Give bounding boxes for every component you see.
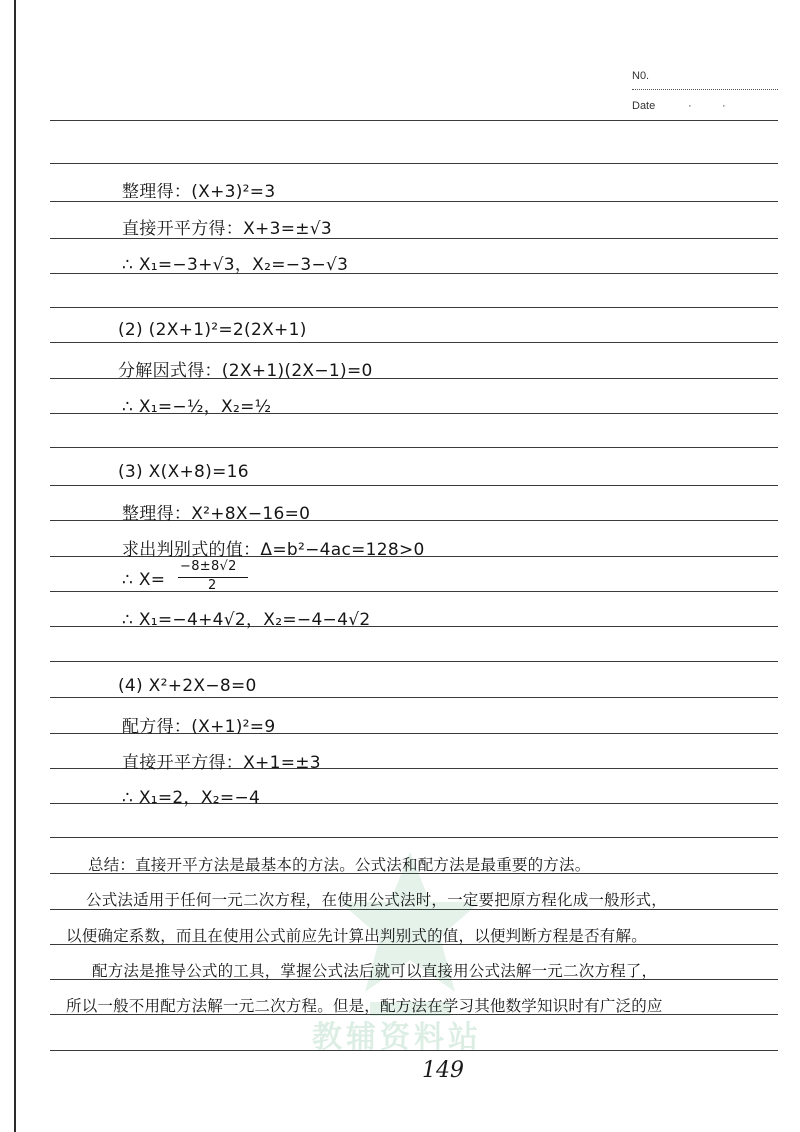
ruled-line <box>50 591 778 592</box>
summary-line-3: 以便确定系数，而且在使用公式前应先计算出判别式的值，以便判断方程是否有解。 <box>66 927 647 945</box>
line-sqrt-1: 直接开平方得：X+3=±√3 <box>122 219 333 239</box>
ruled-line <box>50 697 778 698</box>
line-complete-square-4: 配方得：(X+1)²=9 <box>122 717 276 737</box>
date-label: Date <box>632 100 656 112</box>
margin-line <box>14 0 16 1132</box>
line-problem-4: (4) X²+2X−8=0 <box>118 676 257 696</box>
formula-numerator: −8±8√2 <box>180 559 237 574</box>
summary-line-1: 总结：直接开平方法是最基本的方法。公式法和配方法是最重要的方法。 <box>88 856 591 874</box>
summary-line-5: 所以一般不用配方法解一元二次方程。但是，配方法在学习其他数学知识时有广泛的应 <box>66 997 663 1015</box>
line-result-3: ∴ X₁=−4+4√2，X₂=−4−4√2 <box>122 610 371 630</box>
line-result-1: ∴ X₁=−3+√3，X₂=−3−√3 <box>122 255 349 275</box>
line-formula-prefix-3: ∴ X= <box>122 570 166 590</box>
ruled-line <box>50 342 778 343</box>
line-sqrt-4: 直接开平方得：X+1=±3 <box>122 753 321 773</box>
no-label: N0. <box>632 70 650 82</box>
line-discriminant-3: 求出判别式的值：Δ=b²−4ac=128>0 <box>122 540 425 560</box>
ruled-line <box>50 447 778 448</box>
ruled-line <box>50 485 778 486</box>
date-dot-1: · <box>688 100 692 112</box>
date-dot-2: · <box>722 100 726 112</box>
no-dotted-line <box>632 89 778 90</box>
ruled-line <box>50 661 778 662</box>
line-result-4: ∴ X₁=2，X₂=−4 <box>122 788 261 808</box>
formula-denominator: 2 <box>208 578 217 593</box>
line-problem-2: (2) (2X+1)²=2(2X+1) <box>118 320 307 340</box>
ruled-line <box>50 307 778 308</box>
line-simplify-1: 整理得：(X+3)²=3 <box>122 182 276 202</box>
page-number: 149 <box>422 1058 464 1083</box>
summary-line-2: 公式法适用于任何一元二次方程，在使用公式法时，一定要把原方程化成一般形式， <box>86 891 667 909</box>
ruled-line <box>50 120 778 121</box>
line-simplify-3: 整理得：X²+8X−16=0 <box>122 504 311 524</box>
ruled-line <box>50 837 778 838</box>
line-result-2: ∴ X₁=−½，X₂=½ <box>122 397 272 417</box>
summary-line-4: 配方法是推导公式的工具，掌握公式法后就可以直接用公式法解一元二次方程了， <box>92 962 658 980</box>
watermark-text: 教辅资料站 <box>312 1020 482 1055</box>
line-factor-2: 分解因式得：(2X+1)(2X−1)=0 <box>118 361 373 381</box>
ruled-line <box>50 163 778 164</box>
line-problem-3: (3) X(X+8)=16 <box>118 462 249 482</box>
